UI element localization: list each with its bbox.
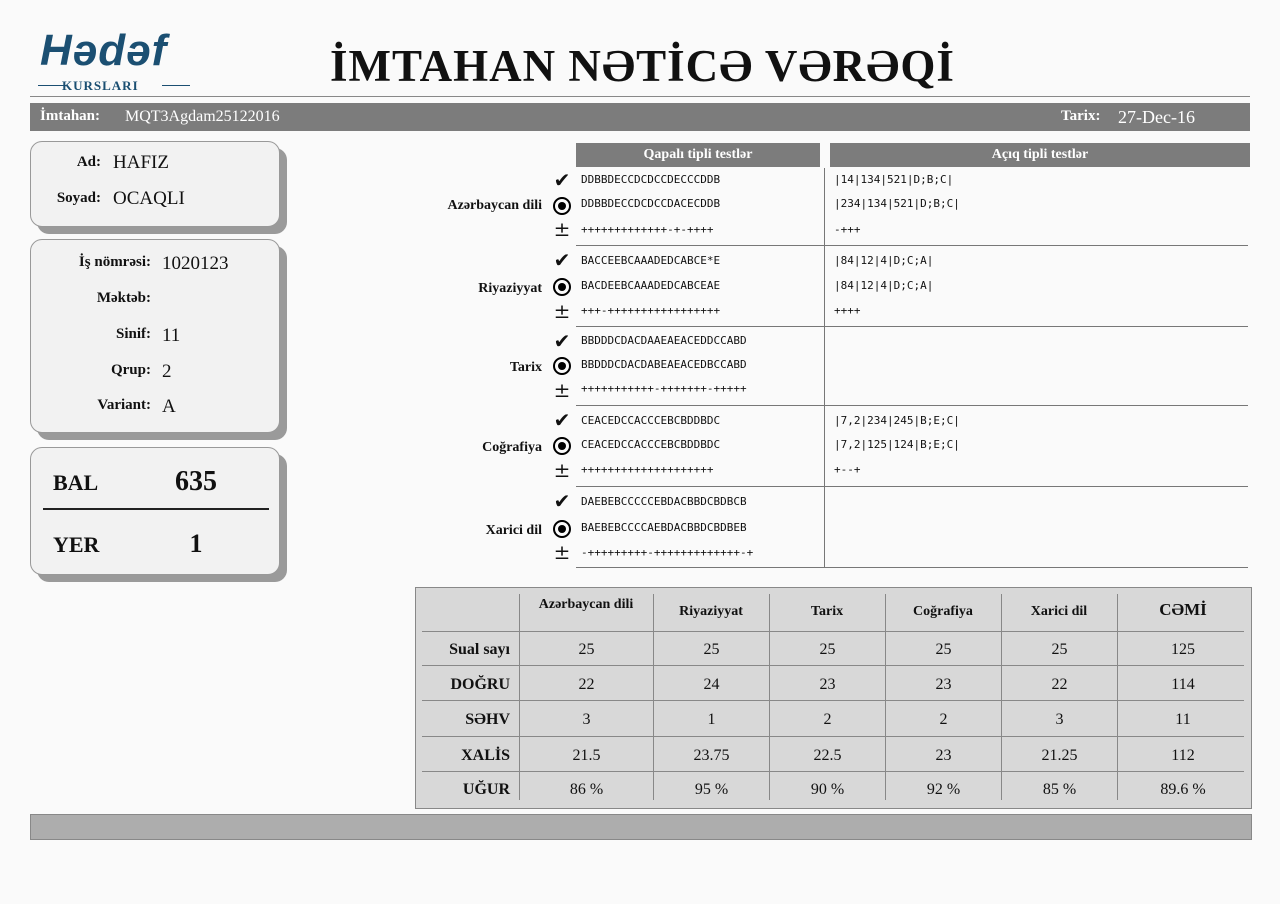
table-cell: 114 bbox=[1171, 676, 1195, 693]
table-cell: 11 bbox=[1175, 711, 1191, 728]
row-label-net: XALİS bbox=[461, 747, 510, 764]
subject-name-math: Riyaziyyat bbox=[478, 281, 542, 296]
target-icon bbox=[551, 195, 573, 216]
azerbaijani-open-answer: |234|134|521|D;B;C| bbox=[834, 197, 960, 210]
table-hline bbox=[422, 665, 1244, 666]
foreign-answer: BAEBEBCCCCAEBDACBBDCBDBEB bbox=[581, 521, 747, 534]
col-header-geography: Coğrafiya bbox=[913, 604, 973, 619]
check-icon: ✔ bbox=[553, 168, 571, 192]
math-open-answer: |84|12|4|D;C;A| bbox=[834, 279, 934, 292]
geography-open-answer: |7,2|125|124|B;E;C| bbox=[834, 438, 960, 451]
page-title: İMTAHAN NƏTİCƏ VƏRƏQİ bbox=[330, 41, 955, 91]
math-mark: +++-+++++++++++++++++ bbox=[581, 304, 721, 317]
table-hline bbox=[422, 631, 1244, 632]
logo-text: Hədəf bbox=[40, 26, 168, 75]
check-icon: ✔ bbox=[553, 489, 571, 513]
table-vline bbox=[1001, 594, 1002, 800]
plus-minus-icon: ± bbox=[553, 540, 571, 564]
table-cell: 23 bbox=[935, 747, 952, 764]
row-label-correct: DOĞRU bbox=[450, 676, 510, 693]
table-cell: 1 bbox=[707, 711, 716, 728]
table-cell: 23.75 bbox=[693, 747, 730, 764]
math-open-mark: ++++ bbox=[834, 304, 861, 317]
hedef-logo bbox=[38, 26, 208, 96]
table-vline bbox=[653, 594, 654, 800]
table-hline bbox=[422, 700, 1244, 701]
azerbaijani-answer: DDBBDECCDCDCCDACECDDB bbox=[581, 197, 721, 210]
table-cell: 86 % bbox=[569, 781, 604, 798]
table-cell: 23 bbox=[819, 676, 836, 693]
table-cell: 25 bbox=[935, 641, 952, 658]
math-open-key: |84|12|4|D;C;A| bbox=[834, 254, 934, 267]
col-header-total: CƏMİ bbox=[1159, 600, 1207, 619]
target-icon bbox=[551, 435, 573, 456]
subject-divider bbox=[576, 245, 1248, 246]
table-cell: 2 bbox=[939, 711, 948, 728]
school-label: Məktəb: bbox=[96, 290, 151, 306]
ad-label: Ad: bbox=[76, 154, 101, 170]
exam-date: 27-Dec-16 bbox=[1118, 107, 1195, 127]
table-vline bbox=[885, 594, 886, 800]
results-table bbox=[415, 587, 1252, 809]
exam-label: İmtahan: bbox=[40, 108, 101, 124]
math-key: BACCEEBCAAADEDCABCE*E bbox=[581, 254, 721, 267]
geography-key: CEACEDCCACCCEBCBDDBDC bbox=[581, 414, 721, 427]
variant-label: Variant: bbox=[97, 397, 151, 413]
group: 2 bbox=[162, 361, 172, 382]
table-cell: 125 bbox=[1171, 641, 1195, 658]
table-cell: 22 bbox=[578, 676, 595, 693]
closed-tests-header: Qapalı tipli testlər bbox=[576, 143, 820, 167]
subject-divider bbox=[576, 326, 1248, 327]
first-name: HAFIZ bbox=[113, 152, 169, 173]
plus-minus-icon: ± bbox=[553, 458, 571, 482]
logo-subtitle: KURSLARI bbox=[62, 78, 139, 93]
footer-bar bbox=[30, 814, 1252, 840]
col-header-azerbaijani: Azərbaycan dili bbox=[538, 597, 634, 612]
open-closed-divider bbox=[824, 168, 825, 568]
score-card bbox=[30, 447, 280, 575]
class-label: Sinif: bbox=[115, 326, 151, 342]
logo-rule-right bbox=[162, 85, 190, 86]
info-card bbox=[30, 239, 280, 433]
col-header-math: Riyaziyyat bbox=[679, 604, 743, 619]
table-cell: 25 bbox=[703, 641, 720, 658]
subject-name-azerbaijani: Azərbaycan dili bbox=[447, 198, 542, 213]
exam-code: MQT3Agdam25122016 bbox=[125, 108, 280, 125]
table-cell: 21.5 bbox=[572, 747, 601, 764]
table-cell: 92 % bbox=[926, 781, 961, 798]
history-key: BBDDDCDACDAAEAEACEDDCCABD bbox=[581, 334, 747, 347]
bal-label: BAL bbox=[53, 470, 99, 495]
table-cell: 85 % bbox=[1042, 781, 1077, 798]
table-cell: 89.6 % bbox=[1160, 781, 1206, 798]
score-divider bbox=[43, 508, 269, 510]
exam-info-bar bbox=[30, 103, 1250, 131]
foreign-mark: -+++++++++-+++++++++++++-+ bbox=[581, 546, 754, 559]
geography-open-mark: +--+ bbox=[834, 463, 861, 476]
target-icon bbox=[551, 276, 573, 297]
soyad-label: Soyad: bbox=[56, 190, 101, 206]
table-hline bbox=[422, 736, 1244, 737]
bal-value: 635 bbox=[175, 466, 217, 497]
target-icon bbox=[551, 518, 573, 539]
table-hline bbox=[422, 771, 1244, 772]
subject-divider bbox=[576, 405, 1248, 406]
geography-open-key: |7,2|234|245|B;E;C| bbox=[834, 414, 960, 427]
subject-name-foreign-language: Xarici dil bbox=[485, 523, 542, 538]
table-cell: 22.5 bbox=[813, 747, 842, 764]
table-cell: 25 bbox=[1051, 641, 1068, 658]
work-number-label: İş nömrəsi: bbox=[78, 254, 151, 270]
variant: A bbox=[162, 396, 176, 417]
group-label: Qrup: bbox=[110, 362, 151, 378]
table-cell: 22 bbox=[1051, 676, 1068, 693]
check-icon: ✔ bbox=[553, 329, 571, 353]
class: 11 bbox=[162, 325, 181, 346]
row-label-wrong: SƏHV bbox=[465, 711, 510, 728]
subject-divider bbox=[576, 486, 1248, 487]
table-cell: 24 bbox=[703, 676, 720, 693]
yer-value: 1 bbox=[189, 529, 203, 558]
plus-minus-icon: ± bbox=[553, 217, 571, 241]
azerbaijani-key: DDBBDECCDCDCCDECCCDDB bbox=[581, 173, 721, 186]
row-label-questions: Sual sayı bbox=[449, 641, 510, 658]
subject-name-history: Tarix bbox=[509, 360, 542, 375]
row-label-success: UĞUR bbox=[462, 781, 510, 798]
check-icon: ✔ bbox=[553, 408, 571, 432]
name-card bbox=[30, 141, 280, 227]
table-cell: 21.25 bbox=[1041, 747, 1078, 764]
title-divider bbox=[30, 96, 1250, 97]
open-tests-header: Açıq tipli testlər bbox=[830, 143, 1250, 167]
history-mark: +++++++++++-+++++++-+++++ bbox=[581, 382, 747, 395]
work-number: 1020123 bbox=[162, 253, 229, 274]
yer-label: YER bbox=[53, 532, 100, 557]
table-cell: 2 bbox=[823, 711, 832, 728]
table-cell: 25 bbox=[578, 641, 595, 658]
target-icon bbox=[551, 355, 573, 376]
table-cell: 23 bbox=[935, 676, 952, 693]
table-vline bbox=[1117, 594, 1118, 800]
table-cell: 3 bbox=[1055, 711, 1064, 728]
table-cell: 112 bbox=[1171, 747, 1195, 764]
date-label: Tarix: bbox=[1061, 108, 1101, 124]
foreign-key: DAEBEBCCCCCEBDACBBDCBDBCB bbox=[581, 495, 747, 508]
geography-mark: ++++++++++++++++++++ bbox=[581, 463, 714, 476]
subject-name-geography: Coğrafiya bbox=[482, 440, 542, 455]
table-vline bbox=[769, 594, 770, 800]
azerbaijani-open-key: |14|134|521|D;B;C| bbox=[834, 173, 954, 186]
table-vline bbox=[519, 594, 520, 800]
azerbaijani-mark: +++++++++++++-+-++++ bbox=[581, 223, 714, 236]
table-cell: 3 bbox=[582, 711, 591, 728]
plus-minus-icon: ± bbox=[553, 299, 571, 323]
check-icon: ✔ bbox=[553, 248, 571, 272]
math-answer: BACDEEBCAAADEDCABCEAE bbox=[581, 279, 721, 292]
history-answer: BBDDDCDACDABEAEACEDBCCABD bbox=[581, 358, 747, 371]
col-header-foreign: Xarici dil bbox=[1030, 604, 1088, 619]
last-name: OCAQLI bbox=[113, 188, 185, 209]
table-cell: 25 bbox=[819, 641, 836, 658]
col-header-history: Tarix bbox=[810, 604, 844, 619]
table-cell: 90 % bbox=[810, 781, 845, 798]
subject-divider bbox=[576, 567, 1248, 568]
plus-minus-icon: ± bbox=[553, 378, 571, 402]
azerbaijani-open-mark: -+++ bbox=[834, 223, 861, 236]
geography-answer: CEACEDCCACCCEBCBDDBDC bbox=[581, 438, 721, 451]
table-cell: 95 % bbox=[694, 781, 729, 798]
